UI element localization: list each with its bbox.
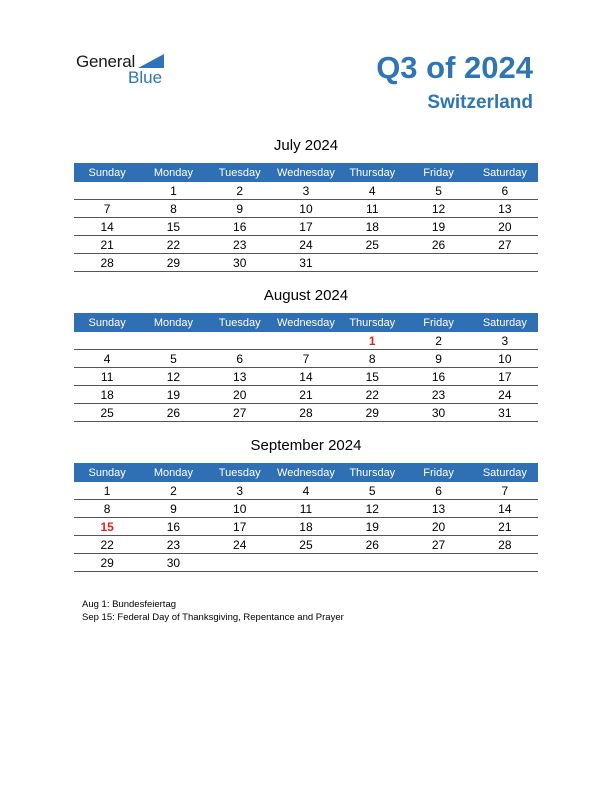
day-cell: 9	[207, 200, 273, 218]
week-row	[74, 236, 538, 254]
day-cell: 30	[140, 554, 206, 572]
day-cell	[207, 554, 273, 572]
day-cell: 29	[74, 554, 140, 572]
weekday-header: Sunday	[74, 313, 140, 332]
day-cell: 23	[140, 536, 206, 554]
day-cell: 3	[472, 332, 538, 350]
holiday-notes	[82, 598, 344, 624]
week-row	[74, 350, 538, 368]
day-cell: 24	[472, 386, 538, 404]
day-cell: 26	[405, 236, 471, 254]
day-cell: 10	[207, 500, 273, 518]
day-cell: 2	[140, 482, 206, 500]
day-cell: 28	[273, 404, 339, 422]
weekday-header: Saturday	[472, 313, 538, 332]
holiday-day-cell: 1	[339, 332, 405, 350]
day-cell	[405, 554, 471, 572]
weekday-header: Friday	[405, 163, 471, 182]
week-row	[74, 332, 538, 350]
logo	[76, 52, 176, 88]
week-row	[74, 554, 538, 572]
weekday-header-row	[74, 163, 538, 182]
day-cell	[472, 554, 538, 572]
day-cell: 7	[273, 350, 339, 368]
day-cell: 20	[405, 518, 471, 536]
day-cell: 13	[207, 368, 273, 386]
day-cell: 3	[273, 182, 339, 200]
weekday-header: Saturday	[472, 463, 538, 482]
month-title: September 2024	[250, 437, 362, 454]
logo-general-text: General	[76, 52, 136, 71]
day-cell: 23	[405, 386, 471, 404]
day-cell: 6	[472, 182, 538, 200]
day-cell: 4	[273, 482, 339, 500]
day-cell: 28	[472, 536, 538, 554]
day-cell: 22	[339, 386, 405, 404]
day-cell: 2	[405, 332, 471, 350]
day-cell: 5	[140, 350, 206, 368]
weekday-header: Sunday	[74, 163, 140, 182]
day-cell: 31	[273, 254, 339, 272]
day-cell	[472, 254, 538, 272]
day-cell: 10	[273, 200, 339, 218]
day-cell: 1	[140, 182, 206, 200]
day-cell: 27	[207, 404, 273, 422]
month-calendar-august	[74, 287, 538, 422]
day-cell	[74, 332, 140, 350]
month-title: August 2024	[263, 287, 349, 304]
week-row	[74, 368, 538, 386]
month-table	[74, 463, 538, 572]
month-table	[74, 313, 538, 422]
day-cell: 14	[472, 500, 538, 518]
week-row	[74, 518, 538, 536]
day-cell: 3	[207, 482, 273, 500]
day-cell: 24	[273, 236, 339, 254]
day-cell: 12	[140, 368, 206, 386]
day-cell: 1	[74, 482, 140, 500]
country-name: Switzerland	[427, 92, 533, 113]
weekday-header: Thursday	[339, 163, 405, 182]
week-row	[74, 404, 538, 422]
week-row	[74, 182, 538, 200]
day-cell: 13	[472, 200, 538, 218]
day-cell: 25	[273, 536, 339, 554]
day-cell: 27	[405, 536, 471, 554]
day-cell	[339, 254, 405, 272]
day-cell: 21	[74, 236, 140, 254]
weekday-header: Monday	[140, 313, 206, 332]
day-cell: 17	[207, 518, 273, 536]
holiday-note: Sep 15: Federal Day of Thanksgiving, Repentance and Prayer	[82, 612, 344, 623]
weekday-header: Wednesday	[273, 313, 339, 332]
day-cell: 9	[405, 350, 471, 368]
day-cell: 30	[405, 404, 471, 422]
day-cell: 30	[207, 254, 273, 272]
day-cell	[273, 554, 339, 572]
day-cell: 15	[140, 218, 206, 236]
day-cell: 22	[140, 236, 206, 254]
logo-blue-text: Blue	[128, 68, 163, 87]
day-cell: 18	[273, 518, 339, 536]
day-cell	[74, 182, 140, 200]
weekday-header: Tuesday	[207, 313, 273, 332]
weekday-header: Thursday	[339, 313, 405, 332]
day-cell: 6	[405, 482, 471, 500]
day-cell: 21	[273, 386, 339, 404]
day-cell: 5	[405, 182, 471, 200]
day-cell: 16	[405, 368, 471, 386]
day-cell: 13	[405, 500, 471, 518]
day-cell: 12	[339, 500, 405, 518]
weekday-header: Monday	[140, 163, 206, 182]
day-cell	[405, 254, 471, 272]
day-cell: 23	[207, 236, 273, 254]
day-cell: 16	[207, 218, 273, 236]
day-cell: 7	[74, 200, 140, 218]
week-row	[74, 482, 538, 500]
weekday-header: Sunday	[74, 463, 140, 482]
day-cell: 16	[140, 518, 206, 536]
day-cell: 17	[273, 218, 339, 236]
month-calendar-september	[74, 437, 538, 572]
weekday-header: Friday	[405, 463, 471, 482]
day-cell: 25	[339, 236, 405, 254]
day-cell: 11	[273, 500, 339, 518]
day-cell: 19	[405, 218, 471, 236]
week-row	[74, 536, 538, 554]
day-cell: 11	[339, 200, 405, 218]
day-cell: 24	[207, 536, 273, 554]
day-cell: 14	[74, 218, 140, 236]
week-row	[74, 218, 538, 236]
day-cell: 8	[74, 500, 140, 518]
day-cell: 10	[472, 350, 538, 368]
day-cell: 6	[207, 350, 273, 368]
holiday-note: Aug 1: Bundesfeiertag	[82, 599, 177, 610]
weekday-header: Tuesday	[207, 163, 273, 182]
day-cell: 20	[472, 218, 538, 236]
weekday-header: Wednesday	[273, 463, 339, 482]
weekday-header: Wednesday	[273, 163, 339, 182]
month-title: July 2024	[273, 137, 339, 154]
day-cell: 31	[472, 404, 538, 422]
day-cell: 17	[472, 368, 538, 386]
day-cell: 2	[207, 182, 273, 200]
day-cell: 5	[339, 482, 405, 500]
day-cell: 29	[339, 404, 405, 422]
weekday-header-row	[74, 313, 538, 332]
day-cell: 7	[472, 482, 538, 500]
day-cell: 22	[74, 536, 140, 554]
page-title: Q3 of 2024	[376, 50, 533, 85]
day-cell: 19	[339, 518, 405, 536]
day-cell: 26	[339, 536, 405, 554]
day-cell: 21	[472, 518, 538, 536]
day-cell: 19	[140, 386, 206, 404]
day-cell: 8	[140, 200, 206, 218]
day-cell	[207, 332, 273, 350]
day-cell: 18	[74, 386, 140, 404]
day-cell: 20	[207, 386, 273, 404]
weekday-header-row	[74, 463, 538, 482]
day-cell: 8	[339, 350, 405, 368]
day-cell	[273, 332, 339, 350]
weekday-header: Thursday	[339, 463, 405, 482]
weekday-header: Saturday	[472, 163, 538, 182]
day-cell: 12	[405, 200, 471, 218]
day-cell	[339, 554, 405, 572]
day-cell	[140, 332, 206, 350]
week-row	[74, 386, 538, 404]
day-cell: 28	[74, 254, 140, 272]
weekday-header: Friday	[405, 313, 471, 332]
day-cell: 15	[339, 368, 405, 386]
day-cell: 29	[140, 254, 206, 272]
day-cell: 9	[140, 500, 206, 518]
day-cell: 4	[339, 182, 405, 200]
month-calendar-july	[74, 137, 538, 272]
weekday-header: Monday	[140, 463, 206, 482]
logo-triangle-icon	[138, 54, 164, 68]
day-cell: 4	[74, 350, 140, 368]
day-cell: 26	[140, 404, 206, 422]
holiday-day-cell: 15	[74, 518, 140, 536]
weekday-header: Tuesday	[207, 463, 273, 482]
day-cell: 14	[273, 368, 339, 386]
day-cell: 18	[339, 218, 405, 236]
week-row	[74, 200, 538, 218]
day-cell: 11	[74, 368, 140, 386]
month-table	[74, 163, 538, 272]
week-row	[74, 500, 538, 518]
week-row	[74, 254, 538, 272]
day-cell: 27	[472, 236, 538, 254]
day-cell: 25	[74, 404, 140, 422]
